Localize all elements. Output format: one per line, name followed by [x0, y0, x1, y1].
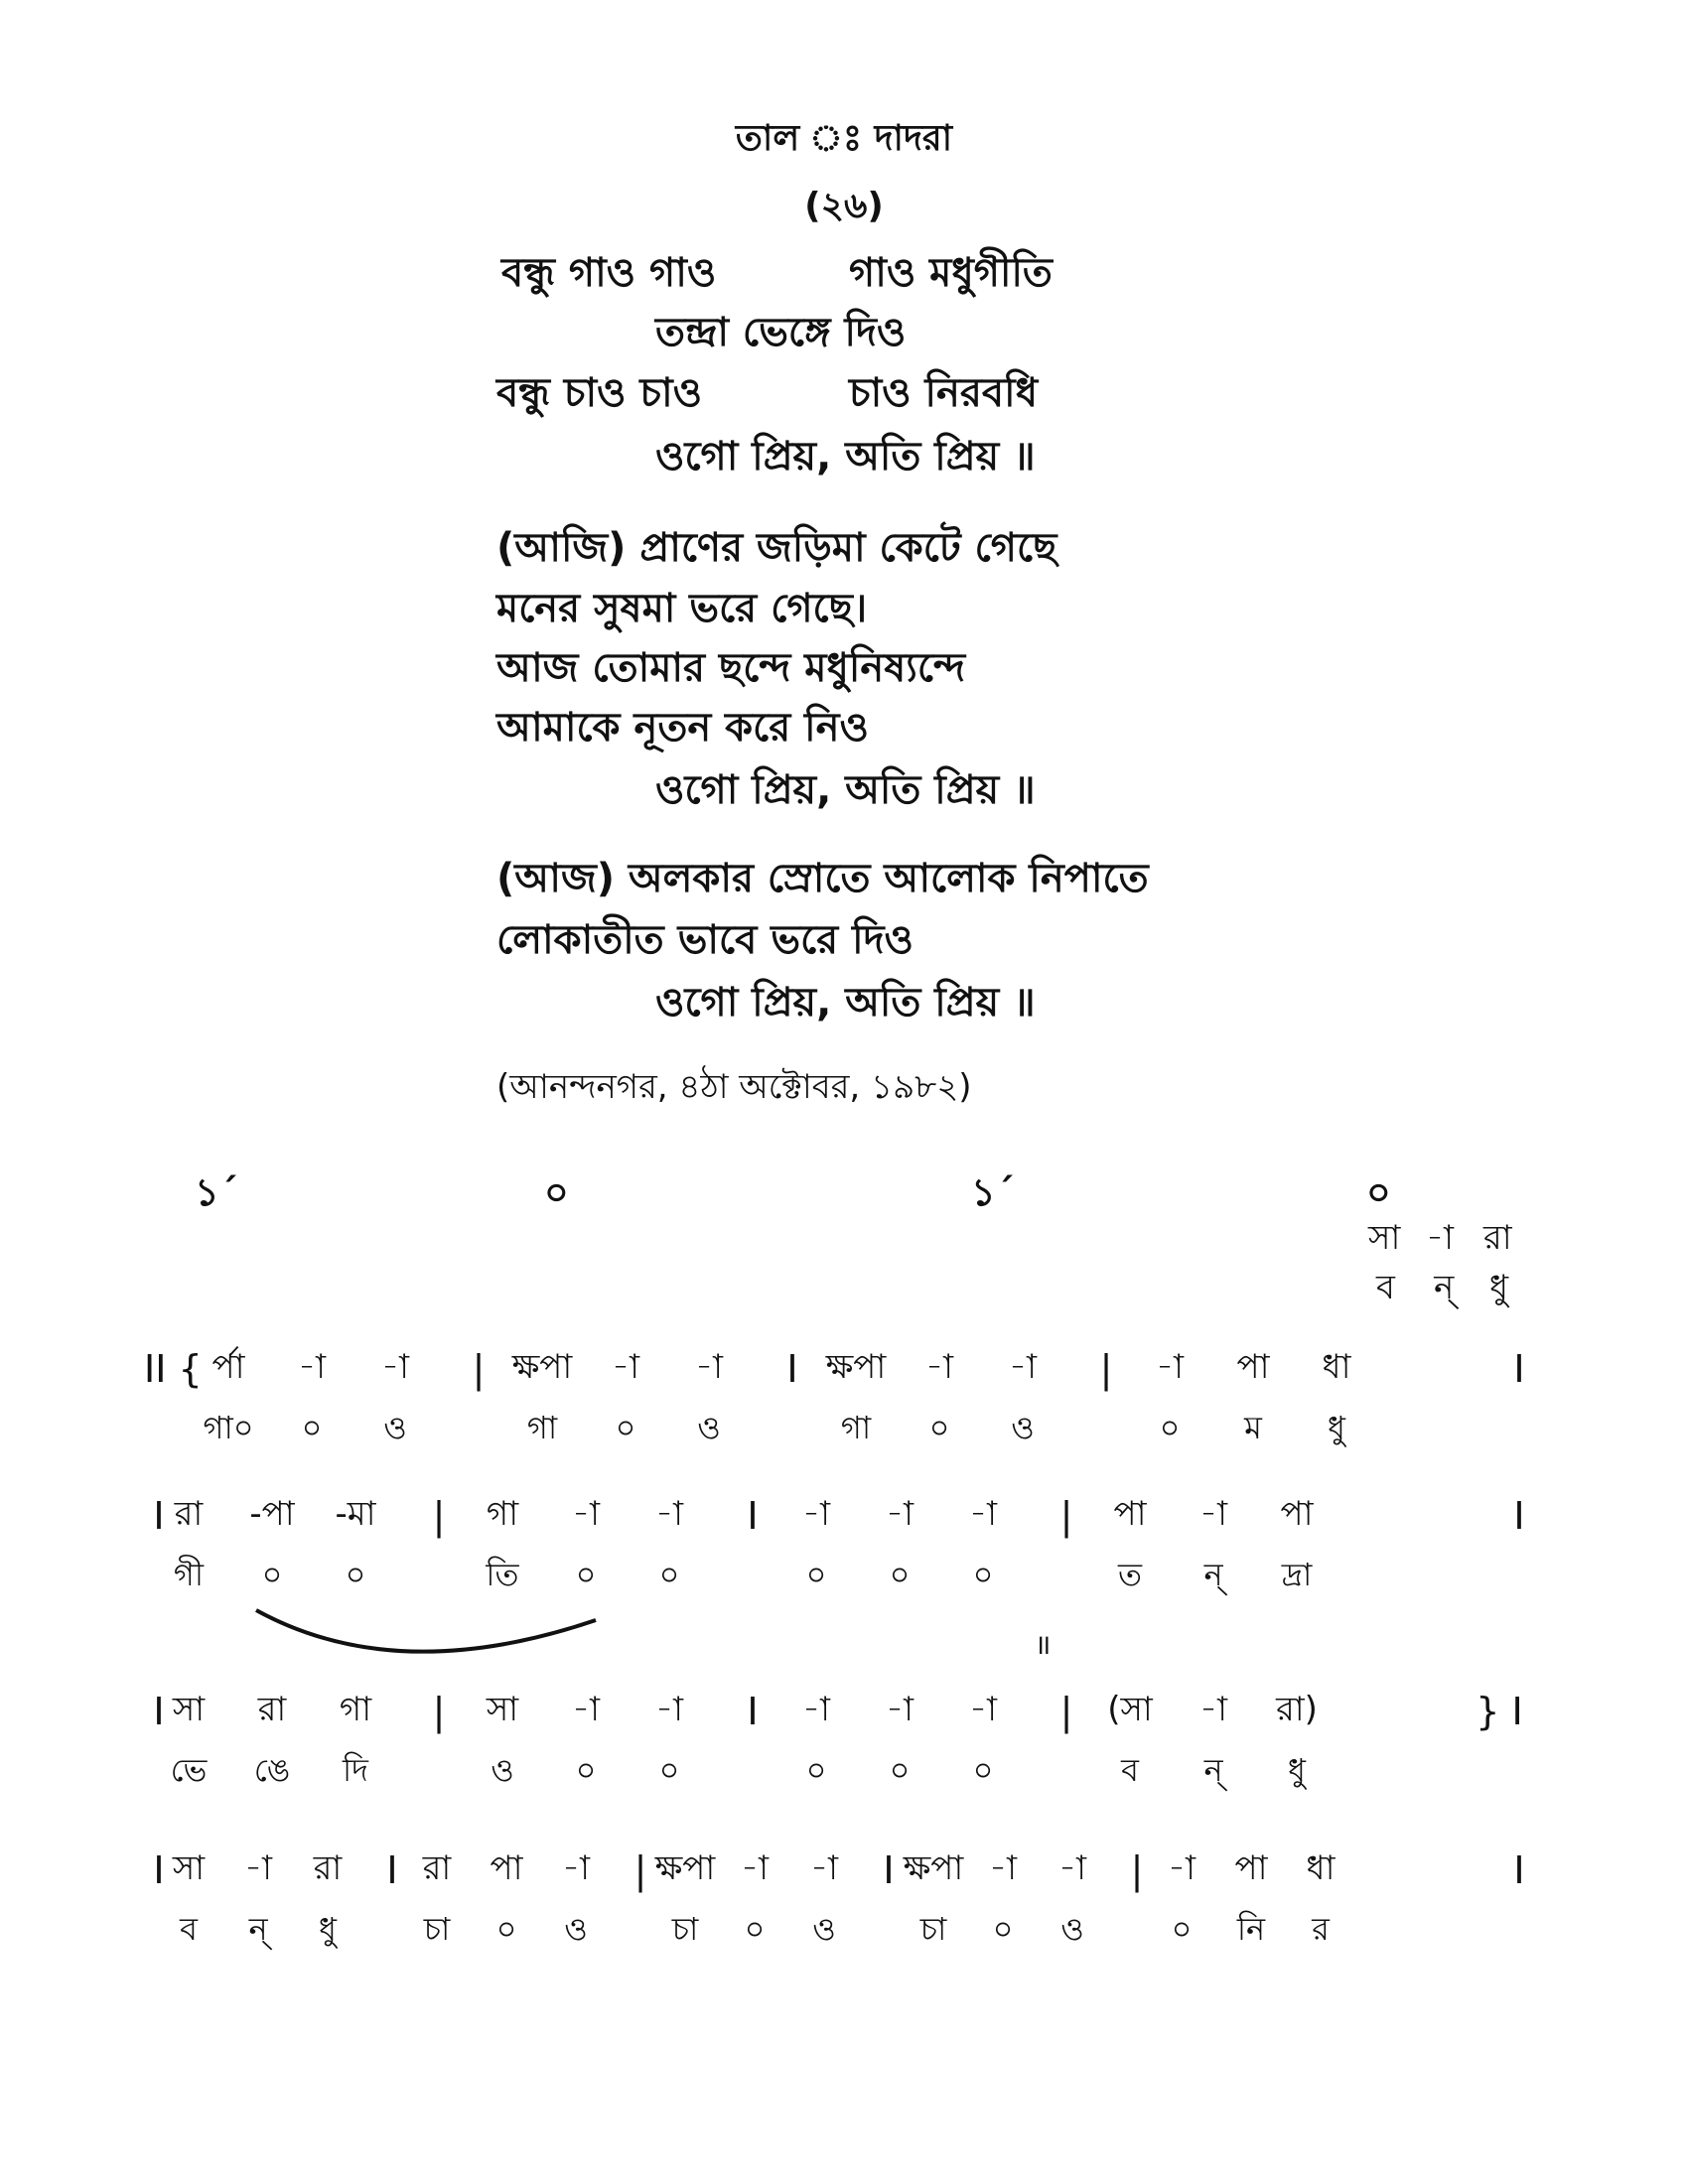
swara-note: -া: [612, 1347, 639, 1387]
swara-lyric: ধু: [319, 1910, 337, 1948]
bar-line: I: [747, 1494, 759, 1538]
swara-lyric: ও: [564, 1910, 588, 1948]
swara-note: -া: [572, 1690, 600, 1729]
swara-note: -া: [886, 1690, 914, 1729]
swara-lyric: ও: [812, 1910, 836, 1948]
bar-line: |: [633, 1848, 647, 1892]
lyric-line: ওগো প্রিয়, অতি প্রিয় ॥: [655, 980, 1036, 1025]
swara-lyric: তি: [486, 1556, 519, 1593]
beat-mark: ০: [544, 1170, 569, 1214]
swara-note: (সা: [1107, 1690, 1153, 1729]
swara-lyric: ০: [658, 1751, 680, 1789]
swara-note: -া: [1168, 1848, 1196, 1888]
lyric-line: আমাকে নূতন করে নিও: [496, 705, 869, 751]
swara-lyric: ন্: [1203, 1751, 1223, 1789]
swara-note: -মা: [335, 1494, 376, 1534]
beat-mark: ০: [1366, 1170, 1391, 1214]
beat-mark: ১´: [971, 1170, 1015, 1214]
swara-lyric: ০: [261, 1556, 283, 1593]
swara-lyric: নি: [1236, 1910, 1266, 1948]
swara-note: -া: [1009, 1347, 1037, 1387]
swara-lyric: ব: [1121, 1751, 1139, 1789]
row-start-mark: II {: [144, 1347, 203, 1391]
beat-mark: ১´: [195, 1170, 238, 1214]
swara-lyric: চা: [423, 1910, 451, 1948]
swara-lyric: ০: [658, 1556, 680, 1593]
bar-line: |: [1130, 1848, 1144, 1892]
swara-note: -া: [802, 1690, 830, 1729]
swara-lyric: ত: [1117, 1556, 1142, 1593]
row-start-mark: I: [153, 1848, 165, 1892]
lyric-line: লোকাতীত ভাবে ভরে দিও: [496, 917, 914, 963]
swara-note: পা: [1113, 1494, 1147, 1534]
swara-lyric: গা০: [203, 1409, 254, 1446]
swara-note: ক্ষপা: [825, 1347, 887, 1387]
pickup-lyric: ন্: [1434, 1268, 1455, 1307]
swara-lyric: ঙে: [253, 1751, 291, 1789]
swara-lyric: ০: [972, 1556, 994, 1593]
swara-lyric: ০: [805, 1751, 827, 1789]
swara-note: -া: [1199, 1494, 1227, 1534]
swara-note: -া: [1156, 1347, 1184, 1387]
swara-lyric: ০: [889, 1556, 911, 1593]
swara-lyric: ভে: [170, 1751, 208, 1789]
swara-note: পা: [490, 1848, 523, 1888]
swara-lyric: ০: [1159, 1409, 1181, 1446]
swara-note: -া: [969, 1494, 997, 1534]
swara-note: র্পা: [211, 1347, 245, 1387]
swara-note: রা: [174, 1494, 204, 1534]
swara-lyric: ০: [805, 1556, 827, 1593]
swara-note: সা: [172, 1848, 206, 1888]
swara-note: -া: [1199, 1690, 1227, 1729]
taal-heading: তাল ঃ দাদরা: [735, 118, 953, 159]
swara-note: -া: [1058, 1848, 1086, 1888]
swara-note: গা: [339, 1690, 372, 1729]
lyric-line: গাও মধুগীতি: [849, 250, 1053, 296]
swara-note: -া: [655, 1690, 683, 1729]
lyric-line: ওগো প্রিয়, অতি প্রিয় ॥: [655, 434, 1036, 479]
lyric-line: চাও নিরবধি: [849, 370, 1038, 416]
swara-note: -া: [381, 1347, 409, 1387]
swara-lyric: চা: [919, 1910, 947, 1948]
swara-lyric: ০: [575, 1751, 597, 1789]
lyric-line: আজ তোমার ছন্দে মধুনিষ্যন্দে: [496, 645, 966, 691]
lyric-line: ওগো প্রিয়, অতি প্রিয় ॥: [655, 767, 1036, 813]
swara-lyric: গী: [173, 1556, 205, 1593]
swara-note: পা: [1234, 1848, 1268, 1888]
lyric-line: বন্ধু গাও গাও: [501, 250, 717, 296]
swara-lyric: ০: [615, 1409, 636, 1446]
swara-note: -া: [298, 1347, 326, 1387]
composition-date: (আনন্দনগর, ৪ঠা অক্টোবর, ১৯৮২): [496, 1067, 972, 1107]
swara-lyric: ম: [1244, 1409, 1262, 1446]
swara-lyric: ০: [345, 1556, 366, 1593]
pickup-swara: -া: [1426, 1218, 1454, 1258]
swara-lyric: ও: [1011, 1409, 1035, 1446]
bar-line: I: [883, 1848, 895, 1892]
swara-note: -া: [989, 1848, 1017, 1888]
swara-note: সা: [486, 1690, 519, 1729]
swara-lyric: ০: [992, 1910, 1014, 1948]
swara-note: -া: [695, 1347, 723, 1387]
swara-note: সা: [172, 1690, 206, 1729]
swara-lyric: ০: [972, 1751, 994, 1789]
swara-note: -া: [572, 1494, 600, 1534]
lyric-line: তন্দ্রা ভেঙ্গে দিও: [655, 310, 907, 355]
swara-lyric: ০: [889, 1751, 911, 1789]
swara-lyric: ০: [575, 1556, 597, 1593]
swara-note: ধা: [1322, 1347, 1351, 1387]
swara-lyric: ও: [697, 1409, 721, 1446]
bar-line: |: [1059, 1494, 1073, 1538]
swara-lyric: র: [1312, 1910, 1330, 1948]
swara-lyric: ধু: [1288, 1751, 1306, 1789]
swara-note: রা: [257, 1690, 287, 1729]
swara-lyric: ন্: [1203, 1556, 1223, 1593]
swara-lyric: ০: [495, 1910, 517, 1948]
swara-lyric: দি: [343, 1751, 368, 1789]
swara-lyric: গা: [840, 1409, 872, 1446]
swara-lyric: ০: [928, 1409, 950, 1446]
swara-note: রা): [1276, 1690, 1318, 1729]
swara-note: -পা: [249, 1494, 295, 1534]
lyric-line: মনের সুষমা ভরে গেছে।: [496, 586, 868, 631]
swara-note: -া: [969, 1690, 997, 1729]
song-number: (২৬): [804, 186, 884, 226]
lyric-line: (আজি) প্রাণের জড়িমা কেটে গেছে: [496, 525, 1057, 571]
swara-lyric: গা: [526, 1409, 558, 1446]
swara-note: রা: [422, 1848, 452, 1888]
swara-note: পা: [1280, 1494, 1314, 1534]
swara-lyric: চা: [671, 1910, 699, 1948]
bar-line: |: [1099, 1347, 1113, 1391]
swara-note: -া: [741, 1848, 769, 1888]
swara-note: পা: [1236, 1347, 1270, 1387]
swara-lyric: ও: [1060, 1910, 1084, 1948]
bar-line: } I: [1476, 1690, 1523, 1733]
swara-lyric: দ্রা: [1281, 1556, 1313, 1593]
swara-note: -া: [562, 1848, 590, 1888]
lyric-line: বন্ধু চাও চাও: [496, 370, 703, 416]
swara-note: -া: [810, 1848, 838, 1888]
swara-lyric: ধু: [1328, 1409, 1345, 1446]
bar-line: |: [1059, 1690, 1073, 1733]
swara-note: গা: [486, 1494, 519, 1534]
bar-line: I: [386, 1848, 398, 1892]
bar-line: |: [432, 1690, 446, 1733]
bar-line: |: [472, 1347, 486, 1391]
row-start-mark: I: [153, 1494, 165, 1538]
swara-lyric: ০: [301, 1409, 323, 1446]
repeat-mark: ॥: [1034, 1628, 1052, 1661]
row-start-mark: I: [153, 1690, 165, 1733]
swara-note: -া: [802, 1494, 830, 1534]
swara-lyric: ০: [1171, 1910, 1193, 1948]
swara-note: ক্ষপা: [654, 1848, 716, 1888]
swara-lyric: ০: [744, 1910, 766, 1948]
bar-line: I: [1513, 1848, 1525, 1892]
swara-note: ক্ষপা: [903, 1848, 964, 1888]
bar-line: |: [432, 1494, 446, 1538]
swara-lyric: ও: [491, 1751, 514, 1789]
pickup-swara: রা: [1483, 1218, 1512, 1258]
swara-note: ক্ষপা: [511, 1347, 573, 1387]
swara-lyric: ন্: [248, 1910, 268, 1948]
swara-note: -া: [886, 1494, 914, 1534]
bar-line: I: [1513, 1347, 1525, 1391]
swara-note: -া: [244, 1848, 272, 1888]
swara-lyric: ও: [383, 1409, 407, 1446]
bar-line: I: [747, 1690, 759, 1733]
swara-lyric: ব: [180, 1910, 198, 1948]
swara-note: -া: [925, 1347, 953, 1387]
lyric-line: (আজ) অলকার স্রোতে আলোক নিপাতে: [496, 856, 1149, 901]
swara-note: -া: [655, 1494, 683, 1534]
swara-note: ধা: [1306, 1848, 1336, 1888]
pickup-swara: সা: [1368, 1218, 1401, 1258]
pickup-lyric: ব: [1376, 1268, 1395, 1307]
pickup-lyric: ধু: [1489, 1268, 1509, 1307]
bar-line: I: [786, 1347, 798, 1391]
swara-note: রা: [313, 1848, 343, 1888]
bar-line: I: [1513, 1494, 1525, 1538]
